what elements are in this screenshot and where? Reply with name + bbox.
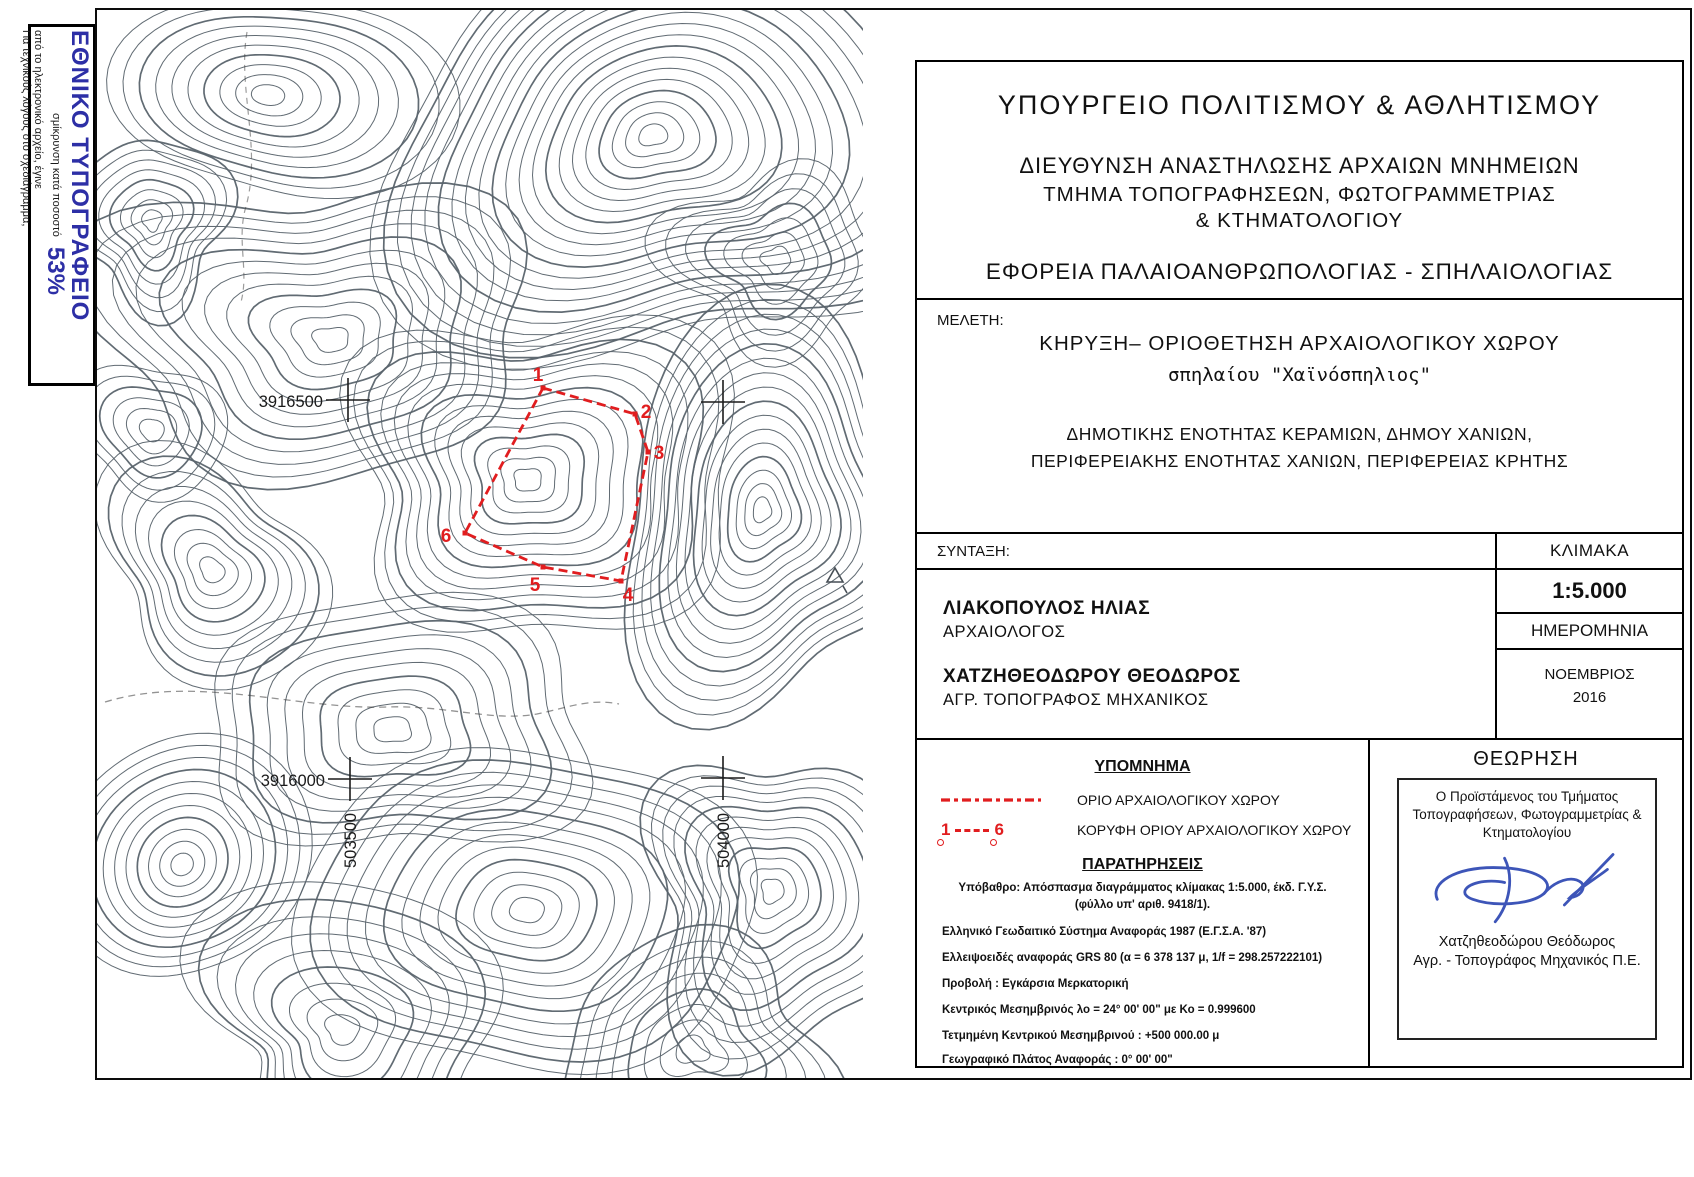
- ministry-name: ΥΠΟΥΡΓΕΙΟ ΠΟΛΙΤΙΣΜΟΥ & ΑΘΛΗΤΙΣΜΟΥ: [997, 90, 1602, 120]
- legend-item-vertex: [941, 820, 1362, 840]
- legend-item-boundary-label: ΟΡΙΟ ΑΡΧΑΙΟΛΟΓΙΚΟΥ ΧΩΡΟΥ: [1077, 792, 1280, 808]
- vertex-label-6: 6: [440, 526, 452, 547]
- vertex-label-2: 2: [640, 402, 652, 423]
- signer-name: Χατζηθεοδώρου Θεόδωρος: [1438, 933, 1616, 950]
- legend-item-boundary: [941, 792, 1362, 808]
- note-line: Ελλειψοειδές αναφοράς GRS 80 (α = 6 378 137 μ, 1/f = 298.257222101): [942, 952, 1323, 964]
- department-name-cont: & ΚΤΗΜΑΤΟΛΟΓΙΟΥ: [1195, 209, 1404, 232]
- scale-value: 1:5.000: [1497, 570, 1682, 614]
- author-name-1: ΛΙΑΚΟΠΟΥΛΟΣ ΗΛΙΑΣ: [943, 598, 1151, 619]
- approval-head-line2: Τοπογραφήσεων, Φωτογραμμετρίας &: [1412, 807, 1642, 823]
- contour-lines: [97, 10, 863, 1078]
- note-line: Ελληνικό Γεωδαιτικό Σύστημα Αναφοράς 1987 (Ε.Γ.Σ.Α. '87): [942, 926, 1267, 938]
- map-canvas: [97, 10, 863, 1078]
- note-line: Κεντρικός Μεσημβρινός λο = 24° 00' 00" με Κο = 0.999600: [942, 1004, 1256, 1016]
- date-value: [1497, 650, 1682, 740]
- department-name: ΤΜΗΜΑ ΤΟΠΟΓΡΑΦΗΣΕΩΝ, ΦΩΤΟΓΡΑΜΜΕΤΡΙΑΣ: [1043, 183, 1556, 206]
- grid-label-easting-left: 503500: [342, 812, 360, 868]
- scale-header: ΚΛΙΜΑΚΑ: [1497, 534, 1682, 570]
- stamp-note-line2: από το ηλεκτρονικό αρχείο, έγινε: [32, 30, 44, 189]
- study-title: ΚΗΡΥΞΗ– ΟΡΙΟΘΕΤΗΣΗ ΑΡΧΑΙΟΛΟΓΙΚΟΥ ΧΩΡΟΥ: [1039, 332, 1560, 355]
- grid-cross: [328, 757, 372, 801]
- title-block: [915, 60, 1684, 1068]
- vertex-label-1: 1: [532, 365, 544, 386]
- author-name-2: ΧΑΤΖΗΘΕΟΔΩΡΟΥ ΘΕΟΔΩΡΟΣ: [943, 666, 1241, 687]
- stamp-note-line1: Για τεχνικούς λόγους στο σχεδιάγραμμα,: [20, 30, 33, 227]
- signer-role: Αγρ. - Τοπογράφος Μηχανικός Π.Ε.: [1413, 952, 1641, 969]
- vertex-label-3: 3: [653, 443, 665, 464]
- approval-section: [1370, 740, 1682, 1066]
- study-section: [917, 300, 1682, 534]
- date-header: ΗΜΕΡΟΜΗΝΙΑ: [1497, 614, 1682, 650]
- directorate-name: ΔΙΕΥΘΥΝΣΗ ΑΝΑΣΤΗΛΩΣΗΣ ΑΡΧΑΙΩΝ ΜΝΗΜΕΙΩΝ: [1019, 153, 1580, 178]
- notes-title: ΠΑΡΑΤΗΡΗΣΕΙΣ: [1082, 856, 1203, 873]
- vertex-label-5: 5: [529, 575, 541, 596]
- approval-head-line1: Ο Προϊστάμενος του Τμήματος: [1435, 789, 1619, 804]
- study-label: ΜΕΛΕΤΗ:: [937, 312, 1004, 329]
- note-line: (φύλλο υπ' αριθ. 9418/1).: [1074, 899, 1211, 911]
- authors-section: [917, 570, 1497, 740]
- ministry-header: [917, 62, 1682, 300]
- legend-title: ΥΠΟΜΝΗΜΑ: [1094, 758, 1191, 775]
- study-location-line2: ΠΕΡΙΦΕΡΕΙΑΚΗΣ ΕΝΟΤΗΤΑΣ ΧΑΝΙΩΝ, ΠΕΡΙΦΕΡΕΙΑΣ ΚΡΗΤΗΣ: [1030, 451, 1569, 471]
- note-line: Γεωγραφικό Πλάτος Αναφοράς : 0° 00' 00": [942, 1054, 1173, 1066]
- study-location-line1: ΔΗΜΟΤΙΚΗΣ ΕΝΟΤΗΤΑΣ ΚΕΡΑΜΙΩΝ, ΔΗΜΟΥ ΧΑΝΙΩΝ,: [1066, 424, 1533, 444]
- note-line: Τετμημένη Κεντρικού Μεσημβρινού : +500 000.00 μ: [942, 1030, 1220, 1042]
- approval-head-line3: Κτηματολογίου: [1482, 825, 1572, 841]
- stamp-reduction-percent: 53%: [42, 246, 69, 295]
- topographic-map: [97, 10, 863, 1078]
- vertex-label-4: 4: [622, 585, 634, 606]
- author-role-2: ΑΓΡ. ΤΟΠΟΓΡΑΦΟΣ ΜΗΧΑΝΙΚΟΣ: [943, 691, 1209, 709]
- legend-dash-icon: [955, 829, 989, 832]
- study-subtitle-cave-name: σπηλαίου "Χαϊνόσπηλιος": [1167, 364, 1432, 386]
- grid-label-easting-right: 504000: [715, 812, 733, 868]
- note-line: Προβολή : Εγκάρσια Μερκατορική: [942, 978, 1129, 990]
- legend-and-notes: [917, 740, 1370, 1066]
- signature: [1420, 847, 1634, 933]
- stamp-note-line3: σμίκρυνση κατά ποσοστό: [49, 113, 62, 237]
- author-role-1: ΑΡΧΑΙΟΛΟΓΟΣ: [943, 623, 1066, 641]
- legend-vertex-end: 6: [994, 820, 1004, 839]
- date-year: 2016: [1572, 688, 1607, 706]
- grid-cross: [701, 380, 745, 424]
- approval-box: [1397, 778, 1657, 1040]
- dashed-line-swatch: [941, 796, 1059, 804]
- grid-label-northing-bottom: 3916000: [260, 772, 325, 790]
- legend-item-vertex-label: ΚΟΡΥΦΗ ΟΡΙΟΥ ΑΡΧΑΙΟΛΟΓΙΚΟΥ ΧΩΡΟΥ: [1077, 822, 1352, 838]
- grid-label-northing-top: 3916500: [258, 393, 323, 411]
- stamp-agency-text: ΕΘΝΙΚΟ ΤΥΠΟΓΡΑΦΕΙΟ: [66, 30, 93, 322]
- printing-office-stamp-text: [20, 30, 93, 378]
- vertex-range-swatch: [941, 820, 1059, 840]
- approval-title: ΘΕΩΡΗΣΗ: [1473, 748, 1579, 770]
- vertex-circle-icon: [990, 839, 997, 846]
- vertex-circle-icon: [937, 839, 944, 846]
- ephorate-name: ΕΦΟΡΕΙΑ ΠΑΛΑΙΟΑΝΘΡΩΠΟΛΟΓΙΑΣ - ΣΠΗΛΑΙΟΛΟΓΙΑΣ: [985, 259, 1614, 284]
- grid-cross: [326, 378, 370, 422]
- date-month: ΝΟΕΜΒΡΙΟΣ: [1544, 666, 1635, 683]
- legend-vertex-start: 1: [941, 820, 951, 839]
- boundary-vertex-markers: [463, 386, 651, 584]
- grid-cross: [701, 756, 745, 800]
- authors-header: ΣΥΝΤΑΞΗ:: [917, 534, 1497, 570]
- note-line: Υπόβαθρο: Απόσπασμα διαγράμματος κλίμακας 1:5.000, έκδ. Γ.Υ.Σ.: [958, 882, 1327, 894]
